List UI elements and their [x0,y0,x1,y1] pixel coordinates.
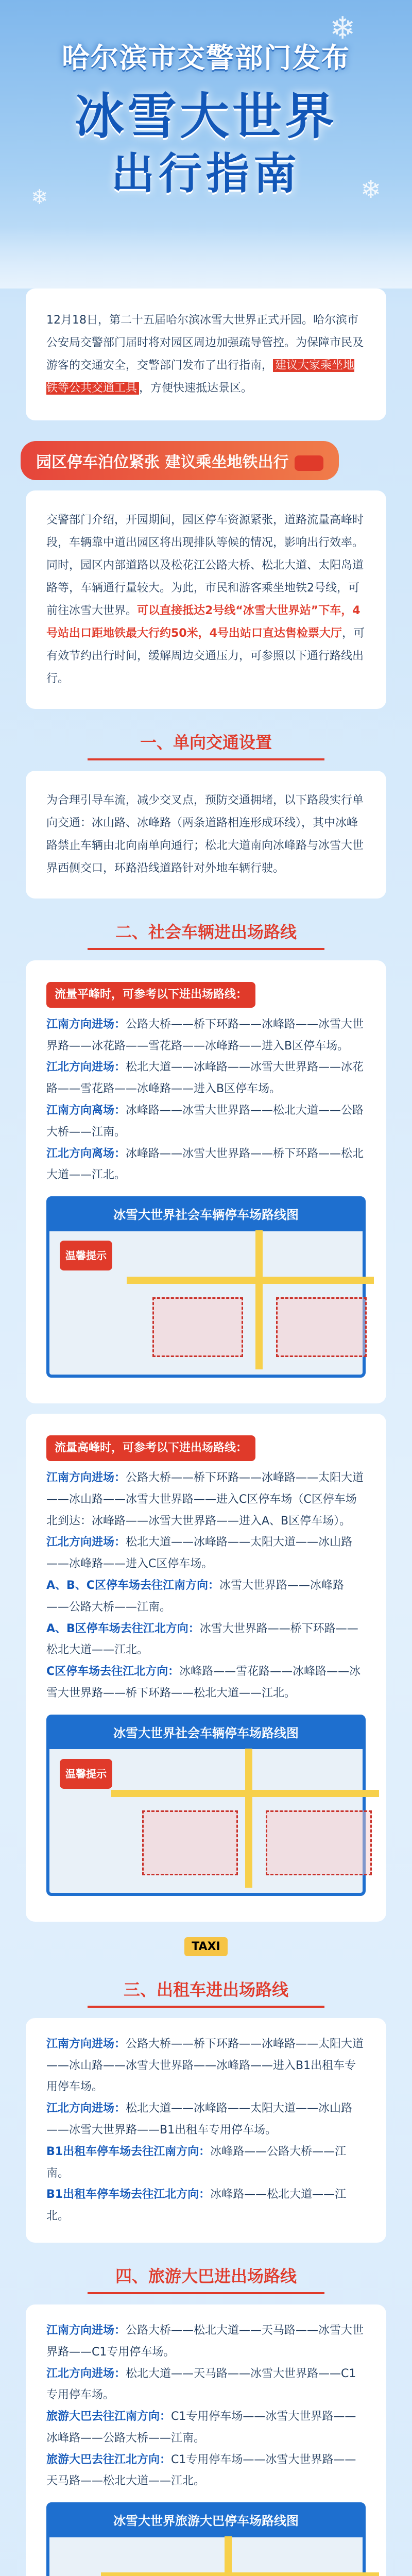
route-title: A、B、C区停车场去往江南方向： [46,1579,219,1592]
snow-decoration [0,227,412,289]
map-area [266,1810,372,1875]
route-title: 江南方向进场： [46,1018,126,1031]
map-title: 冰雪大世界社会车辆停车场路线图 [49,1718,363,1750]
map-warning: 温馨提示 [60,1759,112,1789]
route-text: 冰峰路——冰雪大世界路——桥下环路——松北大道——江北。 [46,1147,364,1182]
intro-card [26,289,386,420]
map-road [101,2572,379,2576]
route-tag: 流量高峰时，可参考以下进出场路线： [46,1435,255,1461]
map-road [255,1230,263,1369]
banner-label: 园区停车泊位紧张 建议乘坐地铁出行 [36,453,289,471]
section-heading: 二、社会车辆进出场路线 [88,919,324,950]
route-text: 冰峰路——冰雪大世界路——松北大道——公路大桥——江南。 [46,1104,364,1139]
metro-text-2: ，可有效节约出行时间，缓解周边交通压力，可参照以下通行路线出行。 [46,627,365,685]
intro-text-2: ，方便快速抵达景区。 [139,382,253,395]
route-title: 江北方向进场： [46,1061,126,1074]
hero-banner [0,0,412,289]
route-title: 旅游大巴去往江北方向： [46,2453,171,2466]
intro-highlight: 建议大家乘坐地铁等公共交通工具 [46,359,355,395]
map-area [276,1297,367,1357]
hero-title: 冰雪大世界 [75,88,337,145]
route-text: 冰雪大世界路——桥下环路——松北大道——江北。 [46,1622,358,1657]
hero-subtitle: 哈尔滨市交警部门发布 [62,42,350,74]
one-way-card: 为合理引导车流，减少交叉点，预防交通拥堵，以下路段实行单向交通：冰山路、冰峰路（两条道路相连形成环线），其中冰峰路禁止车辆由北向南单向通行；松北大道南向冰峰路与冰雪大世界西侧交口，环路沿线道路针对外地车辆行驶。 [26,771,386,899]
section-heading: 一、单向交通设置 [88,730,324,760]
route-text: 松北大道——冰峰路——冰雪大世界路——冰花路——雪花路——冰峰路——进入B区停车场。 [46,1061,364,1096]
route-text: 松北大道——冰峰路——太阳大道——冰山路——冰峰路——进入C区停车场。 [46,1536,353,1571]
map-title: 冰雪大世界旅游大巴停车场路线图 [49,2505,363,2537]
route-text: C1专用停车场——冰雪大世界路——冰峰路——公路大桥——江南。 [46,2410,356,2445]
route-text: 公路大桥——桥下环路——冰峰路——太阳大道——冰山路——冰雪大世界路——冰峰路——进入B1出租车专用停车场。 [46,2037,364,2094]
route-text: 公路大桥——桥下环路——冰峰路——太阳大道——冰山路——冰雪大世界路——进入C区停车场（C区停车场北到达：冰峰路——冰雪大世界路——进入A、B区停车场）。 [46,1471,364,1528]
route-tag: 流量平峰时，可参考以下进出场路线： [46,982,255,1008]
map-area [142,1810,238,1875]
metro-highlight: 可以直接抵达2号线“冰雪大世界站”下车，4号站出口距地铁最大行约50米，4号出站口直达售检票大厅 [46,604,360,640]
hero-title-2: 出行指南 [111,148,301,199]
route-text: C1专用停车场——冰雪大世界路——天马路——松北大道——江北。 [46,2453,356,2488]
route-text: 冰峰路——松北大道——江北。 [46,2188,347,2223]
intro-text: 12月18日，第二十五届哈尔滨冰雪大世界正式开园。哈尔滨市公安局交警部门届时将对园区周边加强疏导管控。为保障市民及游客的交通安全，交警部门发布了出行指南， [46,314,364,372]
route-title: 江南方向进场： [46,1471,126,1484]
map-title: 冰雪大世界社会车辆停车场路线图 [49,1199,363,1231]
metro-card [26,490,386,709]
route-title: B1出租车停车场去往江南方向： [46,2145,211,2158]
route-text: 松北大道——天马路——冰雪大世界路——C1专用停车场。 [46,2367,356,2402]
section-heading: 三、出租车进出场路线 [88,1977,324,2008]
route-card [26,960,386,1403]
route-card [26,1414,386,1922]
route-map [46,1196,366,1378]
route-text: 冰峰路——公路大桥——江南。 [46,2145,347,2180]
route-title: 江南方向进场： [46,2324,126,2337]
car-icon [295,455,323,471]
map-area [152,1297,243,1357]
taxi-icon: TAXI [184,1937,227,1956]
map-road [127,1277,374,1284]
taxi-sign [0,1937,412,1956]
route-title: 旅游大巴去往江南方向： [46,2410,171,2424]
map-road [225,2536,232,2576]
route-title: C区停车场去往江北方向： [46,1665,180,1679]
route-title: 江北方向离场： [46,1147,126,1160]
section-heading: 四、旅游大巴进出场路线 [88,2263,324,2294]
map-warning: 温馨提示 [60,1241,112,1270]
route-text: 公路大桥——桥下环路——冰峰路——冰雪大世界路——冰花路——雪花路——冰峰路——进入B区停车场。 [46,1018,364,1053]
route-map [46,2502,366,2576]
route-title: 江南方向离场： [46,1104,126,1117]
route-title: 江北方向进场： [46,2367,126,2380]
route-map [46,1715,366,1896]
taxi-card [26,2018,386,2243]
route-text: 冰雪大世界路——冰峰路——公路大桥——江南。 [46,1579,344,1614]
route-title: B1出租车停车场去往江北方向： [46,2188,211,2201]
metro-text: 交警部门介绍，开园期间，园区停车资源紧张，道路流量高峰时段，车辆靠中道出园区将出现排队等候的情况，影响出行效率。同时，园区内部道路以及松花江公路大桥、松北大道、太阳岛道路等，车辆通行量较大。为此，市民和游客乘坐地铁2号线，可前往冰雪大世界。 [46,514,364,617]
route-title: 江北方向进场： [46,2102,126,2115]
route-text: 松北大道——冰峰路——太阳大道——冰山路——冰雪大世界路——B1出租车专用停车场。 [46,2102,353,2137]
snowflake-icon: ❄ [330,10,356,46]
route-title: 江北方向进场： [46,1536,126,1549]
section-banner [21,441,339,480]
snowflake-icon: ❄ [31,185,48,209]
bus-card [26,2304,386,2576]
route-text: 公路大桥——松北大道——天马路——冰雪大世界路——C1专用停车场。 [46,2324,364,2359]
map-road [245,1749,252,1888]
route-title: A、B区停车场去往江北方向： [46,1622,200,1635]
snowflake-icon: ❄ [360,175,382,204]
route-title: 江南方向进场： [46,2037,126,2050]
route-text: 冰峰路——雪花路——冰峰路——冰雪大世界路——桥下环路——松北大道——江北。 [46,1665,361,1700]
